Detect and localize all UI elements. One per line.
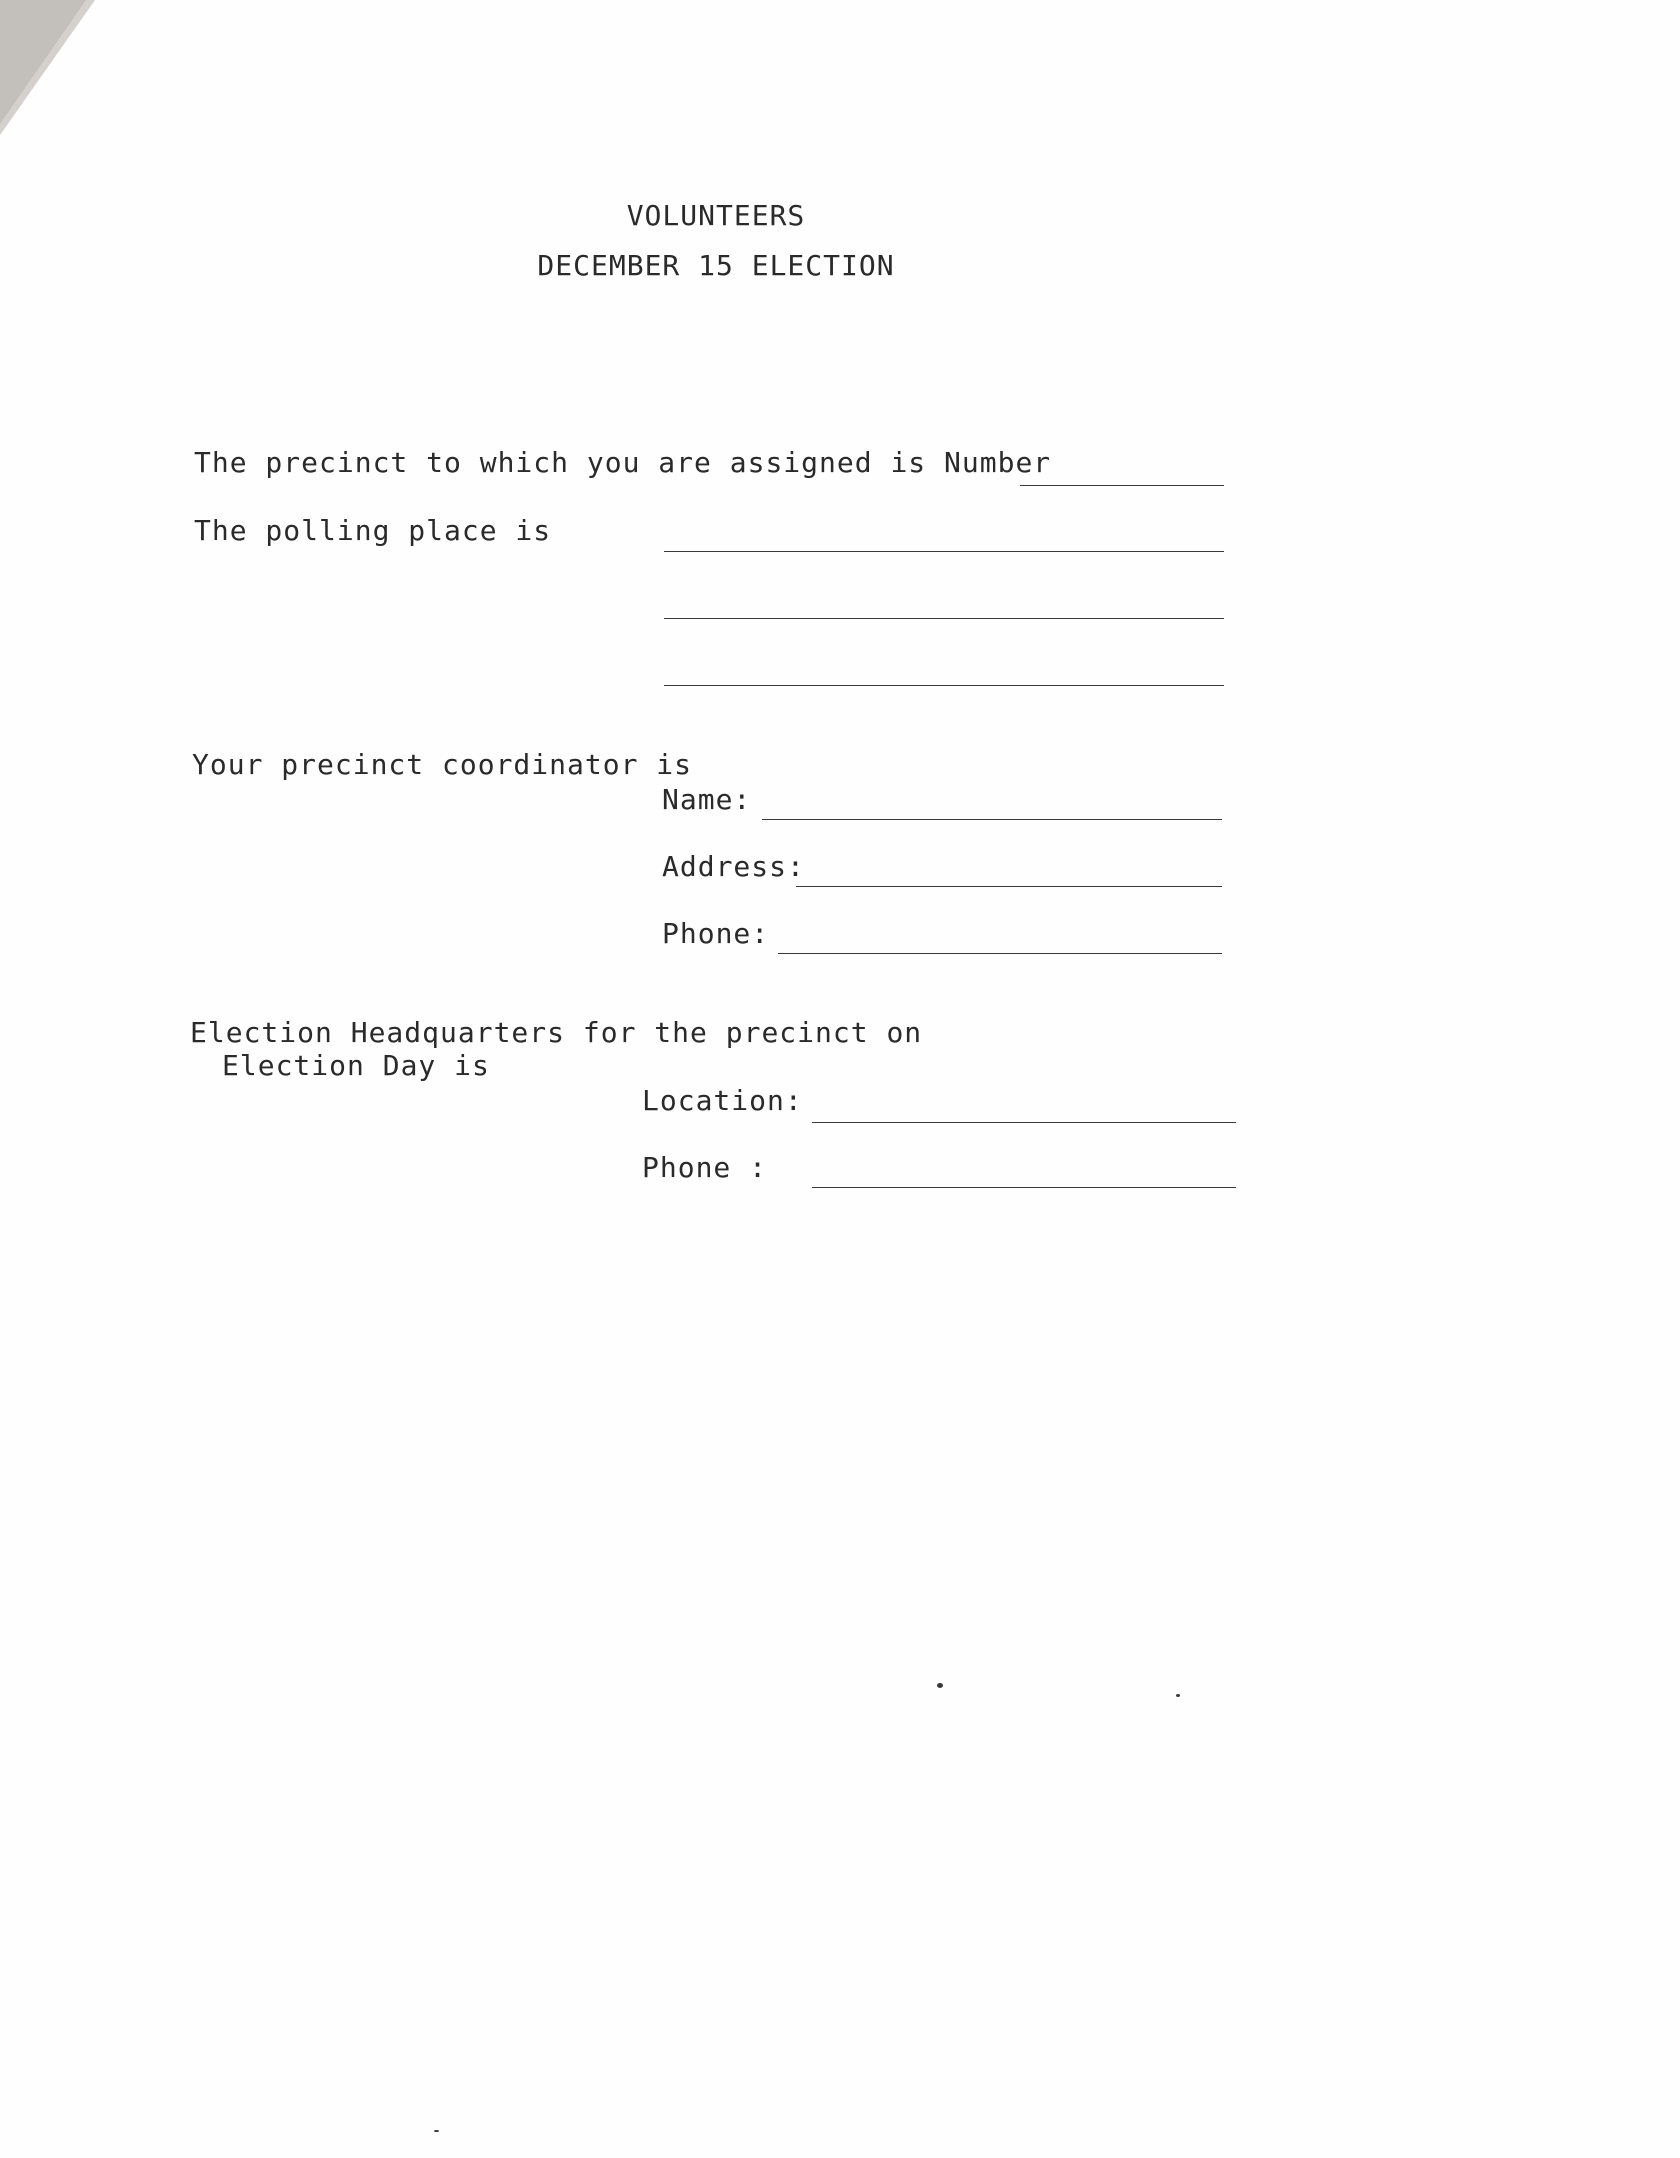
coordinator-address-blank[interactable]	[796, 886, 1222, 887]
headquarters-intro-line1: Election Headquarters for the precinct on	[190, 1016, 923, 1049]
ink-speck	[434, 2130, 439, 2132]
headquarters-location-label: Location:	[642, 1084, 803, 1117]
polling-place-blank-3[interactable]	[664, 685, 1224, 686]
headquarters-intro-line2: Election Day is	[222, 1049, 490, 1082]
coordinator-intro: Your precinct coordinator is	[192, 748, 693, 781]
precinct-number-blank[interactable]	[1020, 485, 1224, 486]
polling-place-label: The polling place is	[194, 514, 552, 547]
coordinator-phone-label: Phone:	[662, 917, 770, 950]
coordinator-name-label: Name:	[662, 783, 752, 816]
ink-speck	[1176, 1694, 1180, 1697]
coordinator-name-blank[interactable]	[762, 819, 1222, 820]
document-title: VOLUNTEERS	[626, 199, 806, 232]
coordinator-address-label: Address:	[662, 850, 805, 883]
precinct-number-label: The precinct to which you are assigned is Number	[194, 446, 1052, 479]
headquarters-phone-label: Phone :	[642, 1151, 768, 1184]
folded-corner-shadow	[0, 0, 86, 124]
headquarters-location-blank[interactable]	[812, 1122, 1236, 1123]
coordinator-phone-blank[interactable]	[778, 953, 1222, 954]
document-subtitle: DECEMBER 15 ELECTION	[537, 249, 895, 282]
polling-place-blank-2[interactable]	[664, 618, 1224, 619]
polling-place-blank-1[interactable]	[664, 551, 1224, 552]
headquarters-phone-blank[interactable]	[812, 1187, 1236, 1188]
ink-speck	[937, 1683, 943, 1688]
